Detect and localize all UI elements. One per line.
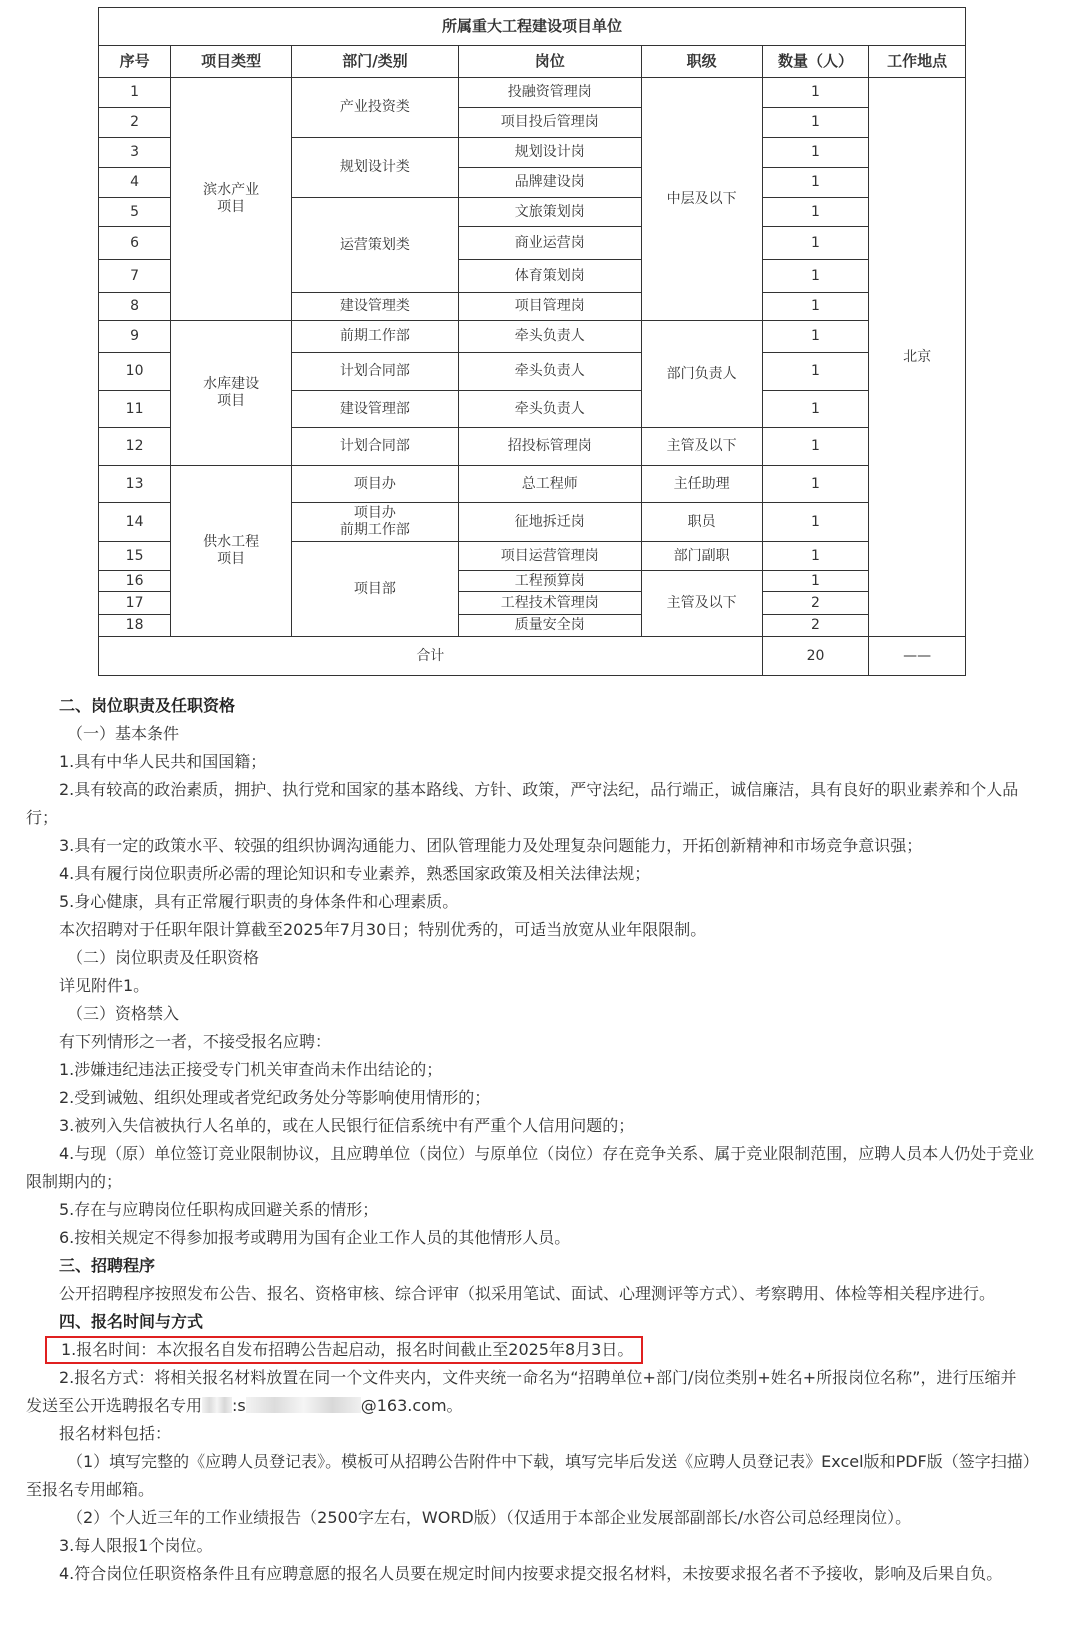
cell-position: 总工程师	[458, 466, 641, 503]
cell-dept: 项目办 前期工作部	[292, 503, 459, 542]
cell-position: 质量安全岗	[458, 615, 641, 637]
paragraph: 3.被列入失信被执行人名单的，或在人民银行征信系统中有严重个人信用问题的；	[59, 1116, 635, 1135]
cell-seq: 17	[99, 592, 171, 615]
cell-position: 工程预算岗	[458, 571, 641, 592]
table-row	[99, 78, 966, 108]
cell-project-type: 水库建设 项目	[171, 321, 292, 466]
total-location: ——	[869, 637, 966, 676]
cell-dept: 建设管理部	[292, 391, 459, 428]
paragraph: 5.存在与应聘岗位任职构成回避关系的情形；	[59, 1200, 379, 1219]
cell-count: 1	[762, 353, 869, 391]
cell-count: 1	[762, 571, 869, 592]
cell-project-type: 供水工程 项目	[171, 466, 292, 637]
table-total-row	[99, 637, 966, 676]
paragraph: 2.报名方式：将相关报名材料放置在同一个文件夹内，文件夹统一命名为“招聘单位+部门/岗位类别+姓名+所报岗位名称”，进行压缩并	[59, 1368, 1017, 1387]
cell-seq: 8	[99, 293, 171, 321]
cell-seq: 2	[99, 108, 171, 138]
cell-count: 1	[762, 293, 869, 321]
cell-dept: 规划设计类	[292, 138, 459, 198]
redacted-email	[246, 1397, 361, 1413]
cell-seq: 4	[99, 168, 171, 198]
table-row	[99, 466, 966, 503]
cell-seq: 5	[99, 198, 171, 227]
cell-seq: 14	[99, 503, 171, 542]
cell-position: 商业运营岗	[458, 227, 641, 260]
paragraph: 公开招聘程序按照发布公告、报名、资格审核、综合评审（拟采用笔试、面试、心理测评等方式）、考察聘用、体检等相关程序进行。	[59, 1284, 996, 1303]
cell-position: 工程技术管理岗	[458, 592, 641, 615]
cell-seq: 1	[99, 78, 171, 108]
cell-count: 1	[762, 168, 869, 198]
cell-seq: 9	[99, 321, 171, 353]
redacted-email	[202, 1397, 232, 1413]
paragraph: 4.具有履行岗位职责所必需的理论知识和专业素养，熟悉国家政策及相关法律法规；	[59, 864, 651, 883]
header-count: 数量（人）	[762, 46, 869, 78]
recruitment-positions-table	[98, 7, 966, 676]
cell-position: 项目运营管理岗	[458, 542, 641, 571]
cell-position: 项目管理岗	[458, 293, 641, 321]
cell-seq: 13	[99, 466, 171, 503]
paragraph: 2.受到诫勉、组织处理或者党纪政务处分等影响使用情形的；	[59, 1088, 491, 1107]
cell-dept: 前期工作部	[292, 321, 459, 353]
subsection-heading: （一）基本条件	[67, 724, 180, 743]
cell-position: 规划设计岗	[458, 138, 641, 168]
paragraph: 2.具有较高的政治素质，拥护、执行党和国家的基本路线、方针、政策，严守法纪，品行端正，诚信廉洁，具有良好的职业素养和个人品	[59, 780, 1019, 799]
cell-seq: 12	[99, 428, 171, 466]
subsection-heading: （三）资格禁入	[67, 1004, 180, 1023]
paragraph: 详见附件1。	[59, 976, 150, 995]
cell-level: 职员	[641, 503, 762, 542]
cell-count: 1	[762, 78, 869, 108]
paragraph: 有下列情形之一者，不接受报名应聘：	[59, 1032, 332, 1051]
highlighted-registration-time	[26, 1336, 1056, 1364]
cell-count: 1	[762, 503, 869, 542]
section-heading: 三、招聘程序	[59, 1256, 156, 1275]
paragraph: 3.具有一定的政策水平、较强的组织协调沟通能力、团队管理能力及处理复杂问题能力，开拓创新精神和市场竞争意识强；	[59, 836, 923, 855]
paragraph: 4.与现（原）单位签订竞业限制协议，且应聘单位（岗位）与原单位（岗位）存在竞争关系、属于竞业限制范围，应聘人员本人仍处于竞业	[59, 1144, 1035, 1163]
header-dept: 部门/类别	[292, 46, 459, 78]
table-row	[99, 321, 966, 353]
cell-count: 1	[762, 260, 869, 293]
cell-level: 部门副职	[641, 542, 762, 571]
cell-position: 体育策划岗	[458, 260, 641, 293]
table-title: 所属重大工程建设项目单位	[99, 8, 966, 46]
header-seq: 序号	[99, 46, 171, 78]
cell-count: 1	[762, 466, 869, 503]
cell-seq: 3	[99, 138, 171, 168]
cell-level: 主管及以下	[641, 571, 762, 637]
cell-dept: 项目部	[292, 542, 459, 637]
paragraph-continuation: 发送至公开选聘报名专用 :s @163.com。	[26, 1396, 463, 1415]
cell-dept: 建设管理类	[292, 293, 459, 321]
cell-count: 1	[762, 138, 869, 168]
cell-dept: 项目办	[292, 466, 459, 503]
cell-level: 部门负责人	[641, 321, 762, 428]
cell-position: 项目投后管理岗	[458, 108, 641, 138]
cell-position: 牵头负责人	[458, 391, 641, 428]
cell-position: 牵头负责人	[458, 353, 641, 391]
paragraph-continuation: 限制期内的；	[26, 1172, 123, 1191]
cell-dept: 计划合同部	[292, 428, 459, 466]
cell-position: 征地拆迁岗	[458, 503, 641, 542]
cell-seq: 10	[99, 353, 171, 391]
section-heading: 四、报名时间与方式	[59, 1312, 204, 1331]
table-header-row	[99, 46, 966, 78]
cell-level: 主任助理	[641, 466, 762, 503]
paragraph: （1）填写完整的《应聘人员登记表》。模板可从招聘公告附件中下载，填写完毕后发送《应聘人员登记表》Excel版和PDF版（签字扫描）	[67, 1452, 1039, 1471]
total-label: 合计	[99, 637, 763, 676]
cell-position: 投融资管理岗	[458, 78, 641, 108]
paragraph: 6.按相关规定不得参加报考或聘用为国有企业工作人员的其他情形人员。	[59, 1228, 571, 1247]
paragraph: 4.符合岗位任职资格条件且有应聘意愿的报名人员要在规定时间内按要求提交报名材料，未按要求报名者不予接收，影响及后果自负。	[59, 1564, 1003, 1583]
cell-position: 品牌建设岗	[458, 168, 641, 198]
cell-seq: 6	[99, 227, 171, 260]
cell-count: 2	[762, 592, 869, 615]
cell-count: 1	[762, 428, 869, 466]
cell-location: 北京	[869, 78, 966, 637]
cell-project-type: 滨水产业 项目	[171, 78, 292, 321]
header-level: 职级	[641, 46, 762, 78]
cell-count: 1	[762, 391, 869, 428]
cell-dept: 运营策划类	[292, 198, 459, 293]
cell-position: 文旅策划岗	[458, 198, 641, 227]
paragraph: 本次招聘对于任职年限计算截至2025年7月30日；特别优秀的，可适当放宽从业年限限制。	[59, 920, 707, 939]
header-location: 工作地点	[869, 46, 966, 78]
cell-seq: 15	[99, 542, 171, 571]
cell-seq: 11	[99, 391, 171, 428]
cell-count: 1	[762, 198, 869, 227]
recruitment-notice-body	[26, 692, 1056, 1588]
cell-level: 中层及以下	[641, 78, 762, 321]
cell-seq: 7	[99, 260, 171, 293]
paragraph: 5.身心健康，具有正常履行职责的身体条件和心理素质。	[59, 892, 459, 911]
section-heading: 二、岗位职责及任职资格	[59, 696, 236, 715]
cell-level: 主管及以下	[641, 428, 762, 466]
paragraph: 报名材料包括：	[59, 1424, 172, 1443]
cell-position: 招投标管理岗	[458, 428, 641, 466]
cell-seq: 18	[99, 615, 171, 637]
cell-count: 2	[762, 615, 869, 637]
cell-count: 1	[762, 227, 869, 260]
subsection-heading: （二）岗位职责及任职资格	[67, 948, 260, 967]
registration-time-box: 1.报名时间：本次报名自发布招聘公告起启动，报名时间截止至2025年8月3日。	[45, 1336, 643, 1364]
paragraph-continuation: 行；	[26, 808, 59, 827]
cell-position: 牵头负责人	[458, 321, 641, 353]
paragraph: 3.每人限报1个岗位。	[59, 1536, 213, 1555]
cell-count: 1	[762, 108, 869, 138]
cell-dept: 产业投资类	[292, 78, 459, 138]
paragraph: 1.涉嫌违纪违法正接受专门机关审查尚未作出结论的；	[59, 1060, 443, 1079]
cell-count: 1	[762, 321, 869, 353]
cell-seq: 16	[99, 571, 171, 592]
total-count: 20	[762, 637, 869, 676]
cell-count: 1	[762, 542, 869, 571]
paragraph: 1.具有中华人民共和国国籍；	[59, 752, 267, 771]
paragraph: （2）个人近三年的工作业绩报告（2500字左右，WORD版）（仅适用于本部企业发展部副部长/水咨公司总经理岗位）。	[67, 1508, 912, 1527]
header-project-type: 项目类型	[171, 46, 292, 78]
header-position: 岗位	[458, 46, 641, 78]
cell-dept: 计划合同部	[292, 353, 459, 391]
paragraph-continuation: 至报名专用邮箱。	[26, 1480, 155, 1499]
